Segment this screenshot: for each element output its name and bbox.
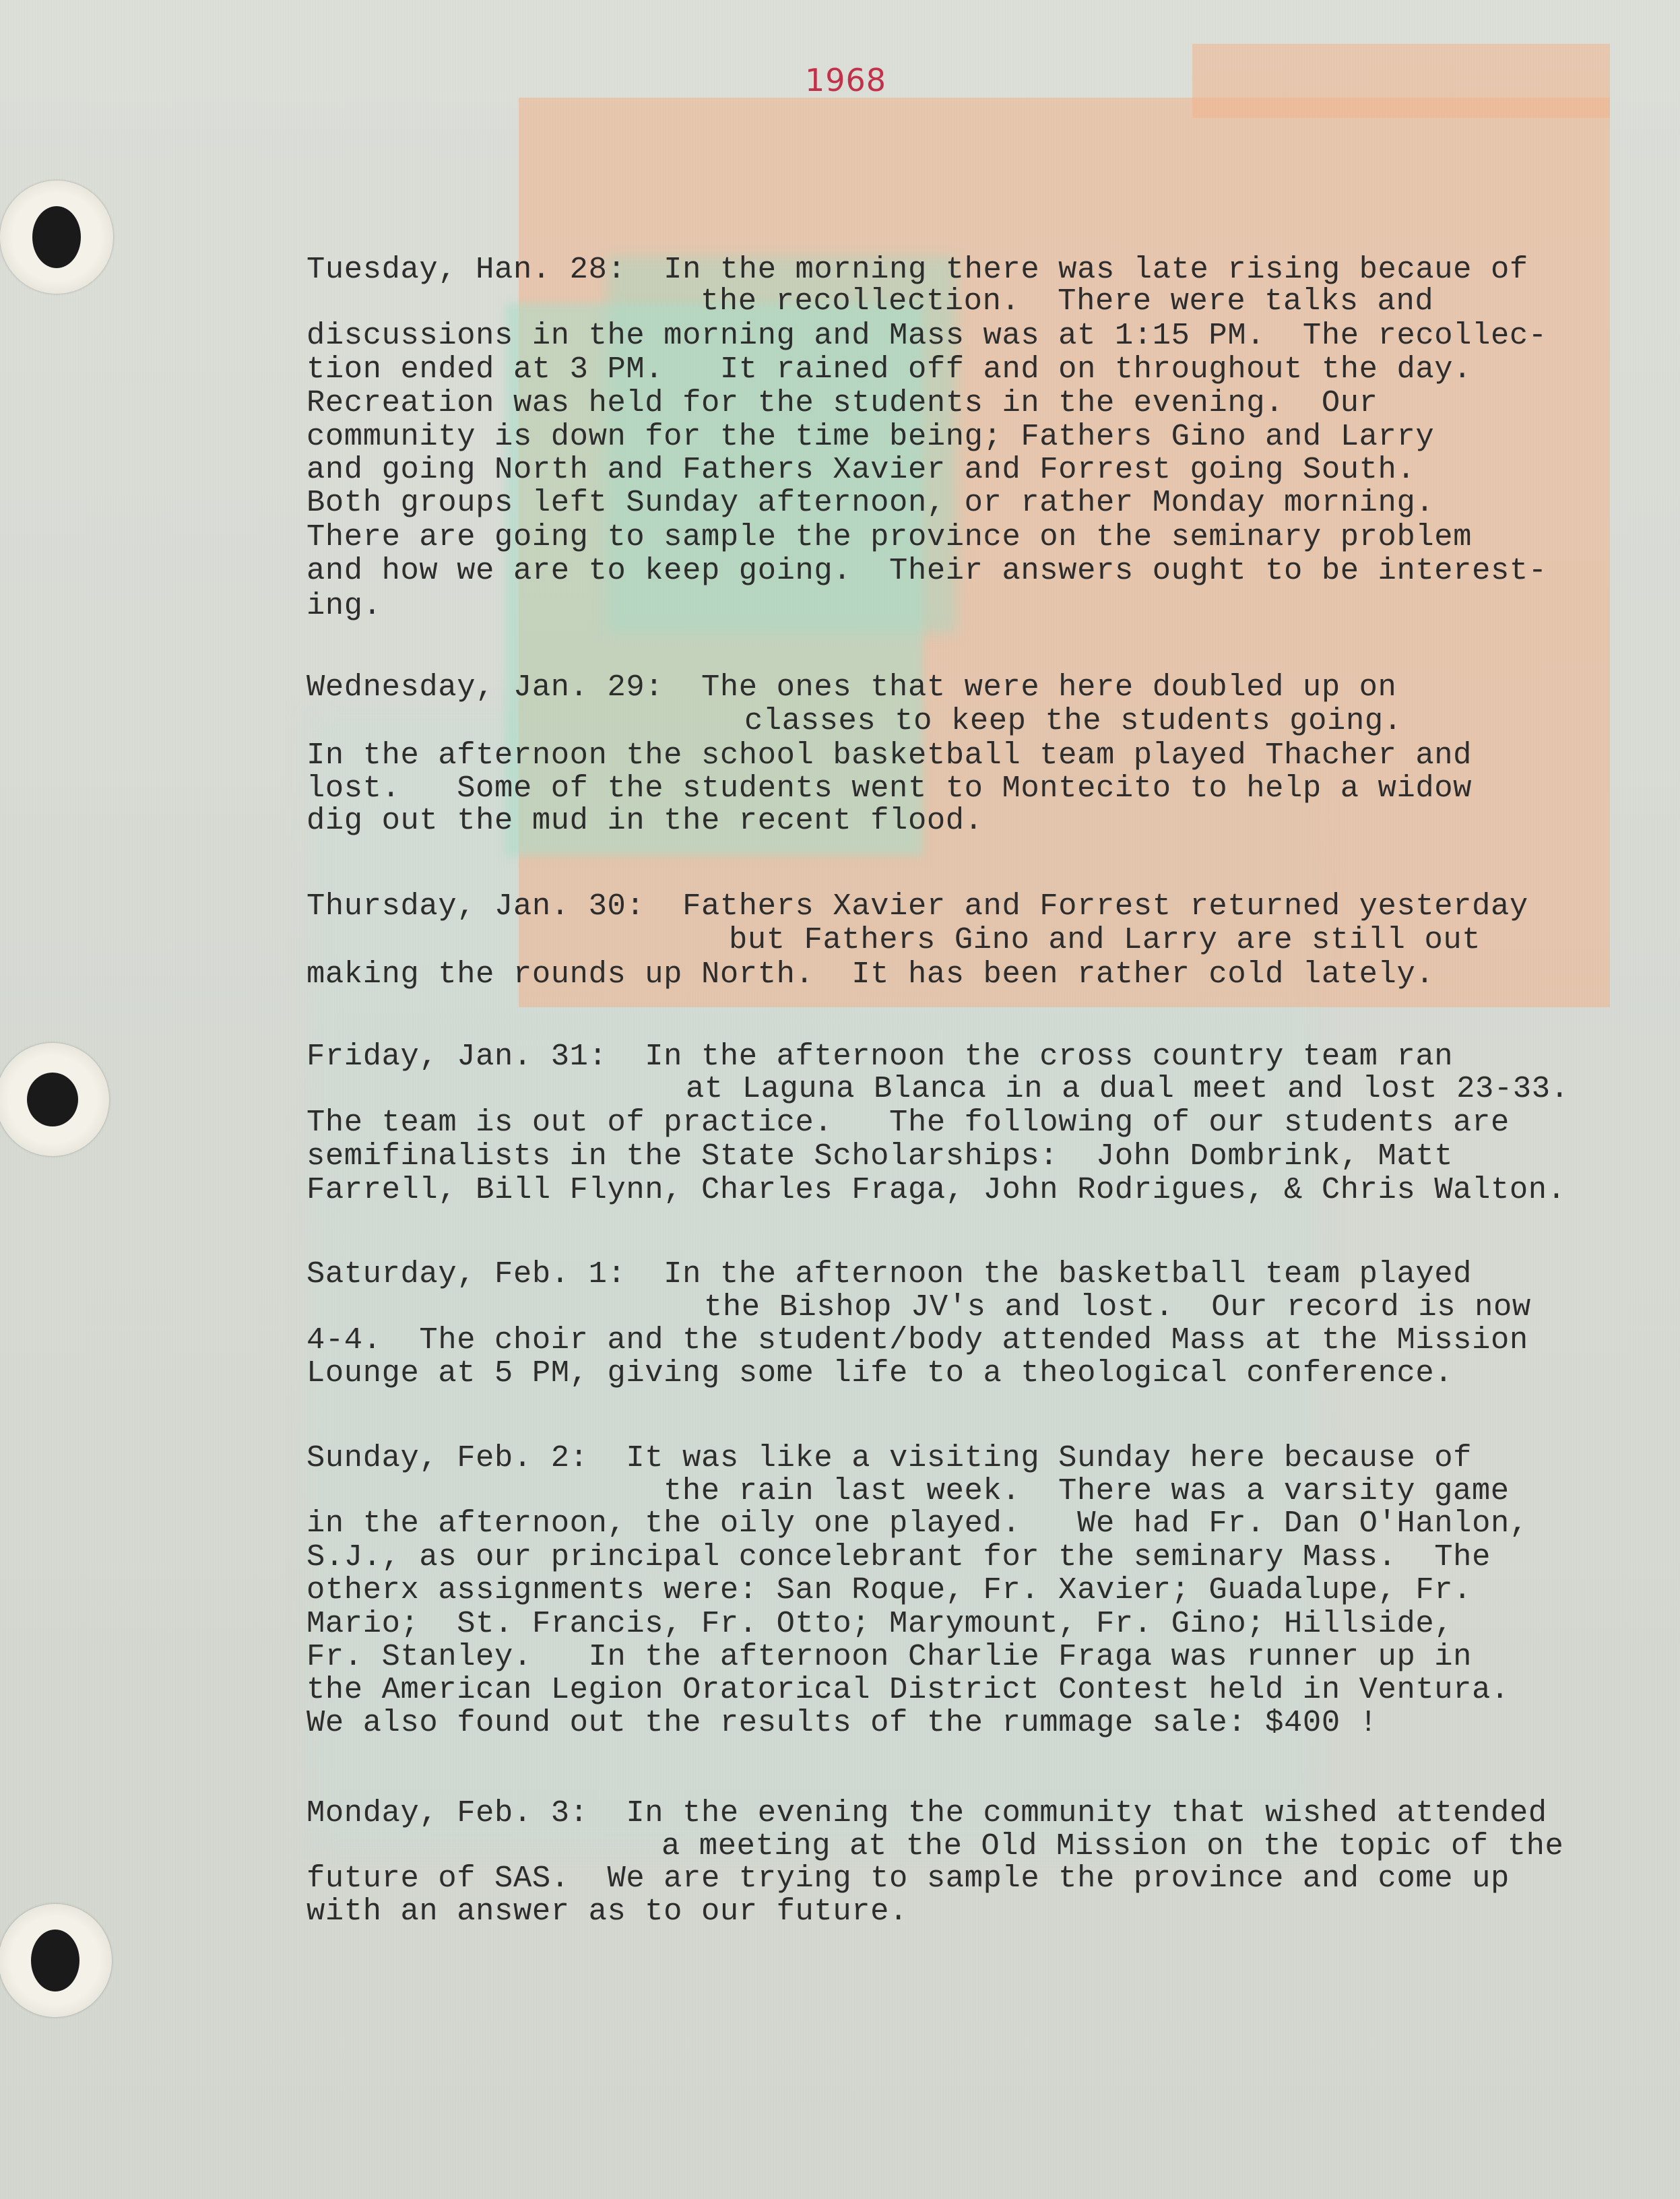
entry-line: a meeting at the Old Mission on the topic of the bbox=[661, 1828, 1564, 1863]
entry-line: with an answer as to our future. bbox=[306, 1894, 908, 1929]
entry-line: the rain last week. There was a varsity game bbox=[664, 1473, 1510, 1508]
binder-hole-icon bbox=[27, 1073, 78, 1126]
entry-line: the American Legion Oratorical District Contest held in Ventura. bbox=[306, 1672, 1510, 1707]
entry-line: classes to keep the students going. bbox=[744, 703, 1402, 738]
binder-hole-ring bbox=[0, 1043, 109, 1156]
entry-line: making the rounds up North. It has been rather cold lately. bbox=[306, 957, 1435, 992]
binder-hole-icon bbox=[32, 206, 81, 268]
entry-line: Fr. Stanley. In the afternoon Charlie Fraga was runner up in bbox=[306, 1639, 1473, 1674]
entry-line: semifinalists in the State Scholarships: John Dombrink, Matt bbox=[306, 1139, 1454, 1174]
entry-line: dig out the mud in the recent flood. bbox=[306, 803, 983, 838]
entry-line: lost. Some of the students went to Montecito to help a widow bbox=[306, 771, 1473, 806]
entry-line: Thursday, Jan. 30: Fathers Xavier and Forrest returned yesterday bbox=[306, 889, 1528, 924]
entry-line: Friday, Jan. 31: In the afternoon the cross country team ran bbox=[306, 1039, 1454, 1074]
page-year: 1968 bbox=[805, 62, 887, 98]
entry-line: tion ended at 3 PM. It rained off and on throughout the day. bbox=[306, 352, 1473, 387]
entry-line: and how we are to keep going. Their answers ought to be interest- bbox=[306, 553, 1547, 588]
entry-line: 4-4. The choir and the student/body attended Mass at the Mission bbox=[306, 1322, 1528, 1358]
binder-hole-ring bbox=[0, 181, 113, 294]
entry-line: but Fathers Gino and Larry are still out bbox=[729, 922, 1481, 957]
entry-line: the Bishop JV's and lost. Our record is now bbox=[704, 1289, 1531, 1325]
entry-line: Wednesday, Jan. 29: The ones that were here doubled up on bbox=[306, 670, 1397, 705]
entry-line: at Laguna Blanca in a dual meet and lost 23-33. bbox=[686, 1071, 1570, 1106]
entry-line: There are going to sample the province on the seminary problem bbox=[306, 519, 1473, 554]
entry-line: Farrell, Bill Flynn, Charles Fraga, John Rodrigues, & Chris Walton. bbox=[306, 1172, 1566, 1207]
entry-line: Mario; St. Francis, Fr. Otto; Marymount, Fr. Gino; Hillside, bbox=[306, 1606, 1454, 1641]
entry-line: future of SAS. We are trying to sample the province and come up bbox=[306, 1861, 1510, 1896]
entry-line: otherx assignments were: San Roque, Fr. Xavier; Guadalupe, Fr. bbox=[306, 1572, 1473, 1607]
binder-hole-ring bbox=[0, 1904, 112, 2017]
entry-line: In the afternoon the school basketball team played Thacher and bbox=[306, 738, 1473, 773]
entry-line: Sunday, Feb. 2: It was like a visiting Sunday here because of bbox=[306, 1440, 1473, 1475]
entry-line: Both groups left Sunday afternoon, or rather Monday morning. bbox=[306, 485, 1435, 520]
entry-line: Monday, Feb. 3: In the evening the community that wished attended bbox=[306, 1795, 1547, 1830]
entry-line: ing. bbox=[306, 588, 382, 623]
entry-line: Recreation was held for the students in the evening. Our bbox=[306, 385, 1378, 420]
binder-hole-icon bbox=[31, 1930, 79, 1991]
entry-line: Lounge at 5 PM, giving some life to a theological conference. bbox=[306, 1356, 1454, 1391]
entry-line: The team is out of practice. The following of our students are bbox=[306, 1105, 1510, 1140]
entry-line: and going North and Fathers Xavier and Forrest going South. bbox=[306, 452, 1416, 487]
entry-line: discussions in the morning and Mass was at 1:15 PM. The recollec- bbox=[306, 318, 1547, 353]
entry-line: S.J., as our principal concelebrant for the seminary Mass. The bbox=[306, 1539, 1491, 1574]
entry-line: community is down for the time being; Fathers Gino and Larry bbox=[306, 419, 1435, 454]
entry-line: We also found out the results of the rummage sale: $400 ! bbox=[306, 1705, 1378, 1740]
entry-line: Tuesday, Han. 28: In the morning there was late rising becaue of bbox=[306, 252, 1528, 287]
entry-line: Saturday, Feb. 1: In the afternoon the basketball team played bbox=[306, 1256, 1473, 1292]
entry-line: in the afternoon, the oily one played. We had Fr. Dan O'Hanlon, bbox=[306, 1506, 1528, 1541]
entry-line: the recollection. There were talks and bbox=[701, 284, 1434, 319]
